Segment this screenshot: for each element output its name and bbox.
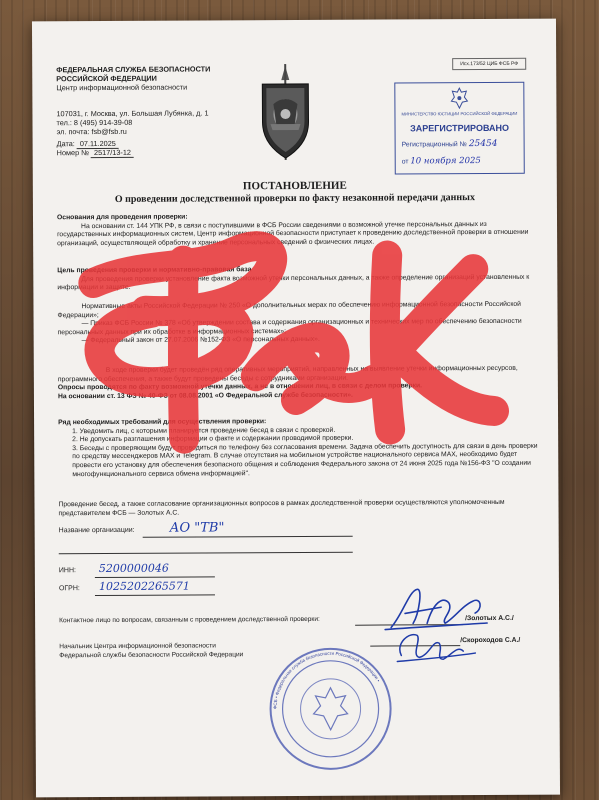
registration-number-value: 25454 (468, 138, 498, 150)
registration-date-value: 10 ноября 2025 (410, 156, 481, 167)
registration-number: Регистрационный № 25454 (401, 138, 498, 150)
head-title-line-2: Федеральной службы безопасности Российской Федерации (59, 651, 244, 660)
document-subtitle: О проведении доследственной проверки по факту незаконной передачи данных (114, 192, 476, 205)
requirement-item: 3. Беседы с проверяющим будут проводиться по телефону без согласования времени. Задача обеспечить доступность для связи в день проверки по средству мессенджеров MAX и Telegram. В случае отсутствия на мобильном устройстве национального сервиса MAX, необходимо будет провести его установку для обеспечения безопасного общения и соблюдения Федерального закона от 24 июня 2025 года №156-ФЗ "О создании многофункционального сервиса обмена информацией". (72, 442, 538, 478)
registration-date: от 10 ноября 2025 (401, 156, 481, 167)
fake-stroke-f-stem (182, 261, 184, 439)
fake-stroke-e (256, 337, 374, 400)
purpose-heading: Цель проведения проверки и нормативно-правовая база (57, 266, 252, 275)
requirement-item: 2. Не допускать разглашения информации о факте и содержании проводимой проверки. (72, 434, 354, 444)
org-phone: тел.: 8 (495) 914-39-08 (56, 118, 133, 128)
org-line-2: РОССИЙСКОЙ ФЕДЕРАЦИИ (56, 73, 157, 84)
requirement-item: 1. Уведомить лиц, с которыми планируется проведение бесед в связи с проверкой. (72, 426, 336, 435)
org-line-1: ФЕДЕРАЛЬНАЯ СЛУЖБА БЕЗОПАСНОСТИ (56, 64, 211, 75)
actions-text: В ходе проверки будет проведён ряд оперативных мероприятий, направленных на выявление утечки информационных ресурсов, программного обеспечения, а также будут проведены беседы с сотрудниками организации. (57, 364, 518, 383)
registration-ministry: МИНИСТЕРСТВО ЮСТИЦИИ РОССИЙСКОЙ ФЕДЕРАЦИИ (401, 110, 518, 117)
inn-value: 5200000046 (98, 561, 169, 576)
date-value: 07.11.2025 (77, 139, 119, 149)
purpose-text: Для проведения проверки установление факта возможной утечки персональных данных, а также определение организаций установленных к информации и защите. (57, 273, 530, 292)
ogrn-label: ОГРН: (58, 585, 80, 593)
legal-text: Нормативные акты Российской Федерации № 250 «О дополнительных мерах по обеспечению информационной безопасности Российской Федерации»; (57, 300, 521, 319)
org-address: 107031, г. Москва, ул. Большая Лубянка, д. 1 (56, 108, 209, 119)
org-name-label: Название организации: (58, 526, 135, 535)
requirements-heading: Ряд необходимых требований для осуществления проверки: (58, 418, 267, 427)
number-label: Номер № (56, 148, 90, 158)
actions-bold-1: Опросы проводятся по факту возможной утечки данных, а не в отношении лиц, в связи с делом проверки. (57, 382, 423, 392)
contact-name: /Золотых А.С./ (465, 614, 514, 623)
org-email: эл. почта: fsb@fsb.ru (56, 127, 127, 137)
fake-stroke-k (384, 255, 494, 430)
inn-label: ИНН: (58, 567, 76, 575)
representative-text: Проведение бесед, а также согласование организационных вопросов в рамках доследственной проверки осуществляются уполномоченным представителем ФСБ — Золотых А.С. (58, 498, 505, 517)
document-title: ПОСТАНОВЛЕНИЕ (242, 179, 347, 193)
contact-label: Контактное лицо по вопросам, связанным с проведением доследственной проверки: (59, 615, 320, 625)
legal-item-2: — Федеральный закон от 27.07.2006 №152-ФЗ «О персональных данных». (81, 336, 320, 345)
form-code: Исх.173/52 ЦИБ ФСБ РФ (452, 58, 526, 70)
fake-overlay (32, 19, 560, 798)
basis-heading: Основания для проведения проверки: (56, 213, 188, 222)
fake-stroke-group (93, 245, 494, 439)
document-page (32, 19, 560, 798)
head-name: /Скороходов С.А./ (460, 636, 521, 645)
seal-ring-text: ФСБ • Федеральная служба безопасности Российской Федерации • (272, 650, 381, 710)
ogrn-value: 1025202265571 (98, 579, 190, 594)
org-name-value: АО "ТВ" (169, 520, 225, 536)
basis-text: На основании ст. 144 УПК РФ, в связи с поступившими в ФСБ России сведениями о возможной утечке персональных данных из государственных информационных систем, Центр информационной безопасности приступает к проведению доследственной проверки в отношении организаций, осуществляющей обработку и хранение персональных сведений о физических лицах. (57, 220, 529, 248)
legal-item-1: — Приказ ФСБ России № 378 «Об утверждении состава и содержания организационных и технических мер по обеспечению безопасности персональных данных при их обработке в информационных системах»; (57, 318, 522, 337)
actions-bold-2: На основании ст. 13 ФЗ № 40-ФЗ от 08.08.2001 «О Федеральной службе безопасности». (57, 391, 353, 401)
org-line-3: Центр информационной безопасности (56, 82, 188, 93)
head-title-line-1: Начальник Центра информационной безопасности (59, 642, 216, 651)
number-value: 2517/13-12 (91, 148, 134, 158)
registration-title: ЗАРЕГИСТРИРОВАНО (410, 122, 510, 134)
date-label: Дата: (56, 139, 75, 149)
